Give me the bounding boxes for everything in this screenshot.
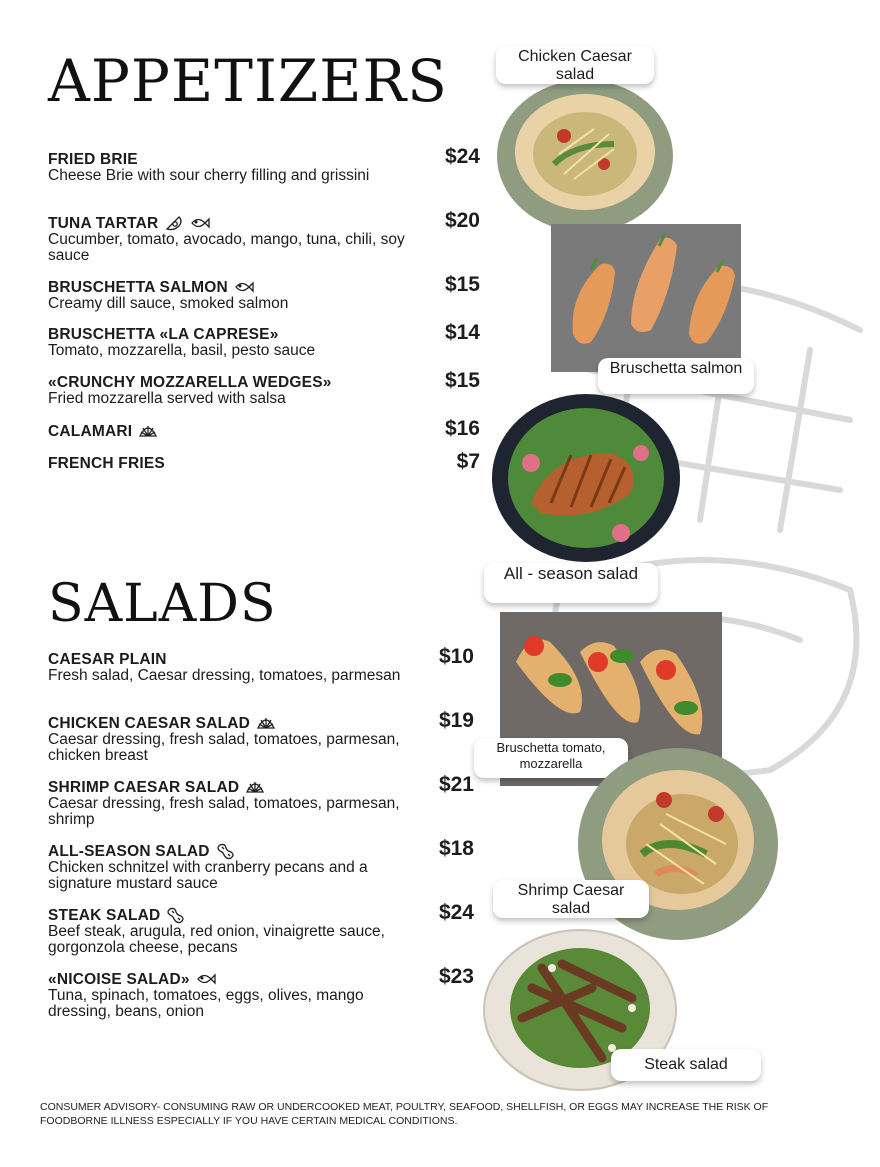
menu-item — [48, 455, 428, 472]
shell-icon — [138, 422, 158, 440]
item-name: CAESAR PLAIN — [48, 651, 167, 668]
item-price: $18 — [438, 837, 474, 860]
fish-icon — [234, 278, 254, 296]
chicken-caesar-salad-photo — [494, 74, 676, 234]
menu-item — [48, 278, 428, 312]
salads-title: SALADS — [48, 574, 277, 634]
all-season-salad-photo — [491, 393, 681, 563]
menu-item — [48, 326, 428, 359]
item-price: $24 — [438, 901, 474, 924]
fish-icon — [190, 214, 210, 232]
menu-item — [48, 214, 428, 264]
item-name: «CRUNCHY MOZZARELLA WEDGES» — [48, 374, 332, 391]
item-description: Creamy dill sauce, smoked salmon — [48, 295, 289, 312]
item-price: $15 — [444, 273, 480, 296]
photo-label: Bruschetta tomato, mozzarella — [474, 738, 628, 778]
item-name: FRIED BRIE — [48, 151, 138, 168]
item-name: «NICOISE SALAD» — [48, 970, 190, 988]
item-name: BRUSCHETTA «LA CAPRESE» — [48, 326, 279, 343]
photo-label: Shrimp Caesar salad — [493, 880, 649, 918]
fish-icon — [196, 970, 216, 988]
item-price: $15 — [444, 369, 480, 392]
menu-item — [48, 151, 428, 184]
shell-icon — [245, 778, 265, 796]
item-name: CALAMARI — [48, 422, 133, 440]
item-price: $21 — [438, 773, 474, 796]
item-name: SHRIMP CAESAR SALAD — [48, 778, 240, 796]
item-price: $23 — [438, 965, 474, 988]
item-price: $14 — [444, 321, 480, 344]
appetizers-title: APPETIZERS — [48, 47, 448, 115]
consumer-advisory: CONSUMER ADVISORY- CONSUMING RAW OR UNDERCOOKED MEAT, POULTRY, SEAFOOD, SHELLFISH, OR EGGS MAY INCREASE THE RISK OF FOODBORNE ILLNESS ESPECIALLY IF YOU HAVE CERTAIN MEDICAL CONDITIONS. — [40, 1101, 769, 1127]
item-name: FRENCH FRIES — [48, 455, 165, 472]
menu-item — [48, 714, 428, 764]
item-description: Chicken schnitzel with cranberry pecans and a signature mustard sauce — [48, 859, 368, 892]
item-description: Cheese Brie with sour cherry filling and grissini — [48, 167, 370, 184]
item-description: Fresh salad, Caesar dressing, tomatoes, parmesan — [48, 667, 401, 684]
item-description: Fried mozzarella served with salsa — [48, 390, 286, 407]
item-price: $20 — [444, 209, 480, 232]
item-price: $10 — [438, 645, 474, 668]
item-price: $7 — [456, 450, 480, 473]
item-name: STEAK SALAD — [48, 906, 161, 924]
bruschetta-salmon-photo — [551, 224, 741, 372]
item-description: Caesar dressing, fresh salad, tomatoes, parmesan, shrimp — [48, 795, 400, 828]
photo-label: Chicken Caesar salad — [496, 46, 654, 84]
menu-item — [48, 778, 428, 828]
peanut-icon — [166, 906, 186, 924]
menu-item — [48, 422, 428, 440]
item-name: CHICKEN CAESAR SALAD — [48, 714, 251, 732]
item-name: ALL-SEASON SALAD — [48, 842, 210, 860]
item-price: $16 — [444, 417, 480, 440]
photo-label: Steak salad — [611, 1049, 761, 1081]
menu-item — [48, 374, 428, 407]
photo-label: Bruschetta salmon — [598, 358, 754, 394]
item-price: $24 — [444, 145, 480, 168]
item-description: Cucumber, tomato, avocado, mango, tuna, chili, soy sauce — [48, 231, 405, 264]
menu-item — [48, 906, 428, 956]
item-description: Tuna, spinach, tomatoes, eggs, olives, mango dressing, beans, onion — [48, 987, 364, 1020]
item-name: TUNA TARTAR — [48, 214, 159, 232]
shell-icon — [256, 714, 276, 732]
photo-label: All - season salad — [484, 563, 658, 603]
peanut-icon — [216, 842, 236, 860]
menu-item — [48, 842, 428, 892]
menu-item — [48, 651, 428, 684]
item-price: $19 — [438, 709, 474, 732]
item-description: Caesar dressing, fresh salad, tomatoes, parmesan, chicken breast — [48, 731, 400, 764]
item-name: BRUSCHETTA SALMON — [48, 278, 228, 296]
avocado-icon — [164, 214, 184, 232]
item-description: Tomato, mozzarella, basil, pesto sauce — [48, 342, 316, 359]
item-description: Beef steak, arugula, red onion, vinaigrette sauce, gorgonzola cheese, pecans — [48, 923, 385, 956]
menu-item — [48, 970, 428, 1020]
